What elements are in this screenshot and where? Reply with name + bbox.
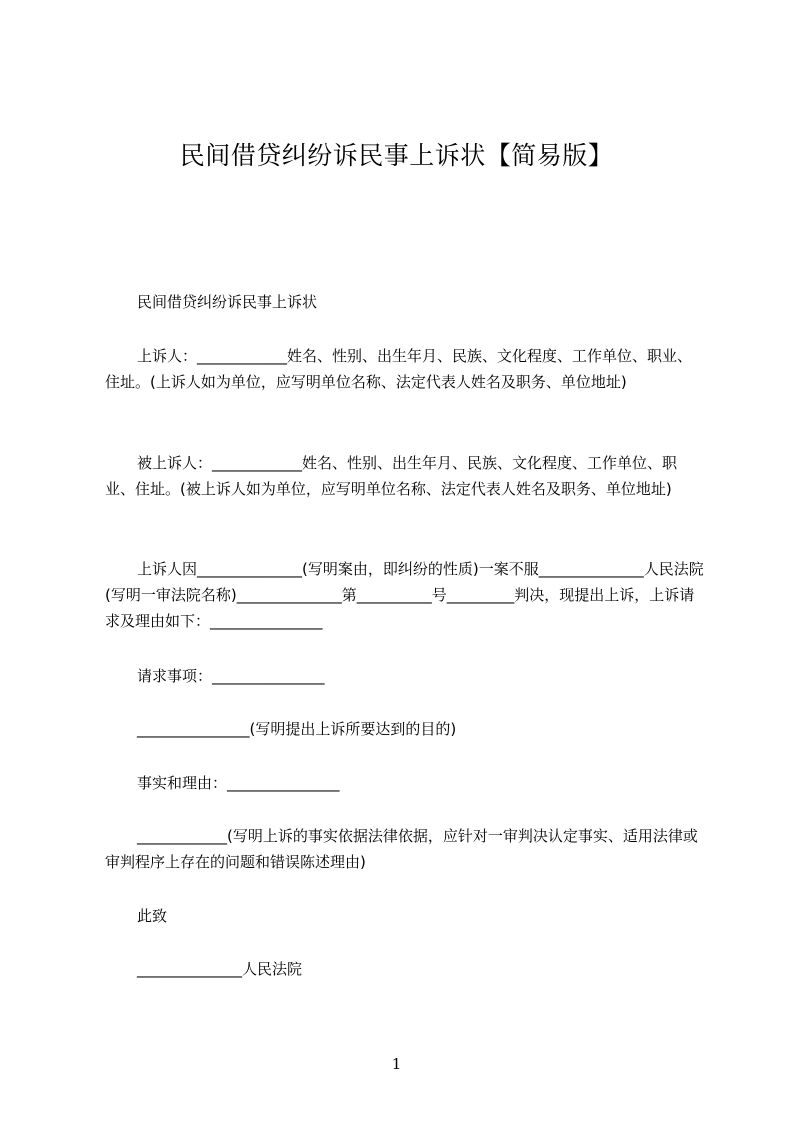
appellee-paragraph: 被上诉人：____________姓名、性别、出生年月、民族、文化程度、工作单位、职业、住址。(被上诉人如为单位，应写明单位名称、法定代表人姓名及职务、单位地址) (105, 454, 678, 498)
claims-label: 请求事项：_______________ (137, 667, 325, 685)
court-addressee: ______________人民法院 (137, 960, 303, 978)
closing-salutation: 此致 (137, 907, 168, 925)
facts-note: ____________(写明上诉的事实依据法律依据，应针对一审判决认定事实、适用法律或审判程序上存在的问题和错误陈述理由) (105, 827, 698, 871)
cause-paragraph: 上诉人因______________(写明案由，即纠纷的性质)一案不服______________人民法院(写明一审法院名称)______________第__________号_________判决，现提出上诉，上诉请求及理由如下：_______________ (105, 560, 704, 630)
claims-note: _______________(写明提出上诉所要达到的目的) (137, 720, 457, 738)
page-number: 1 (391, 1055, 402, 1073)
document-heading: 民间借贷纠纷诉民事上诉状 (137, 293, 318, 311)
facts-label: 事实和理由：_______________ (137, 774, 340, 792)
appellant-paragraph: 上诉人：____________姓名、性别、出生年月、民族、文化程度、工作单位、职业、住址。(上诉人如为单位，应写明单位名称、法定代表人姓名及职务、单位地址) (105, 347, 693, 391)
document-title: 民间借贷纠纷诉民事上诉状【简易版】 (179, 141, 614, 170)
